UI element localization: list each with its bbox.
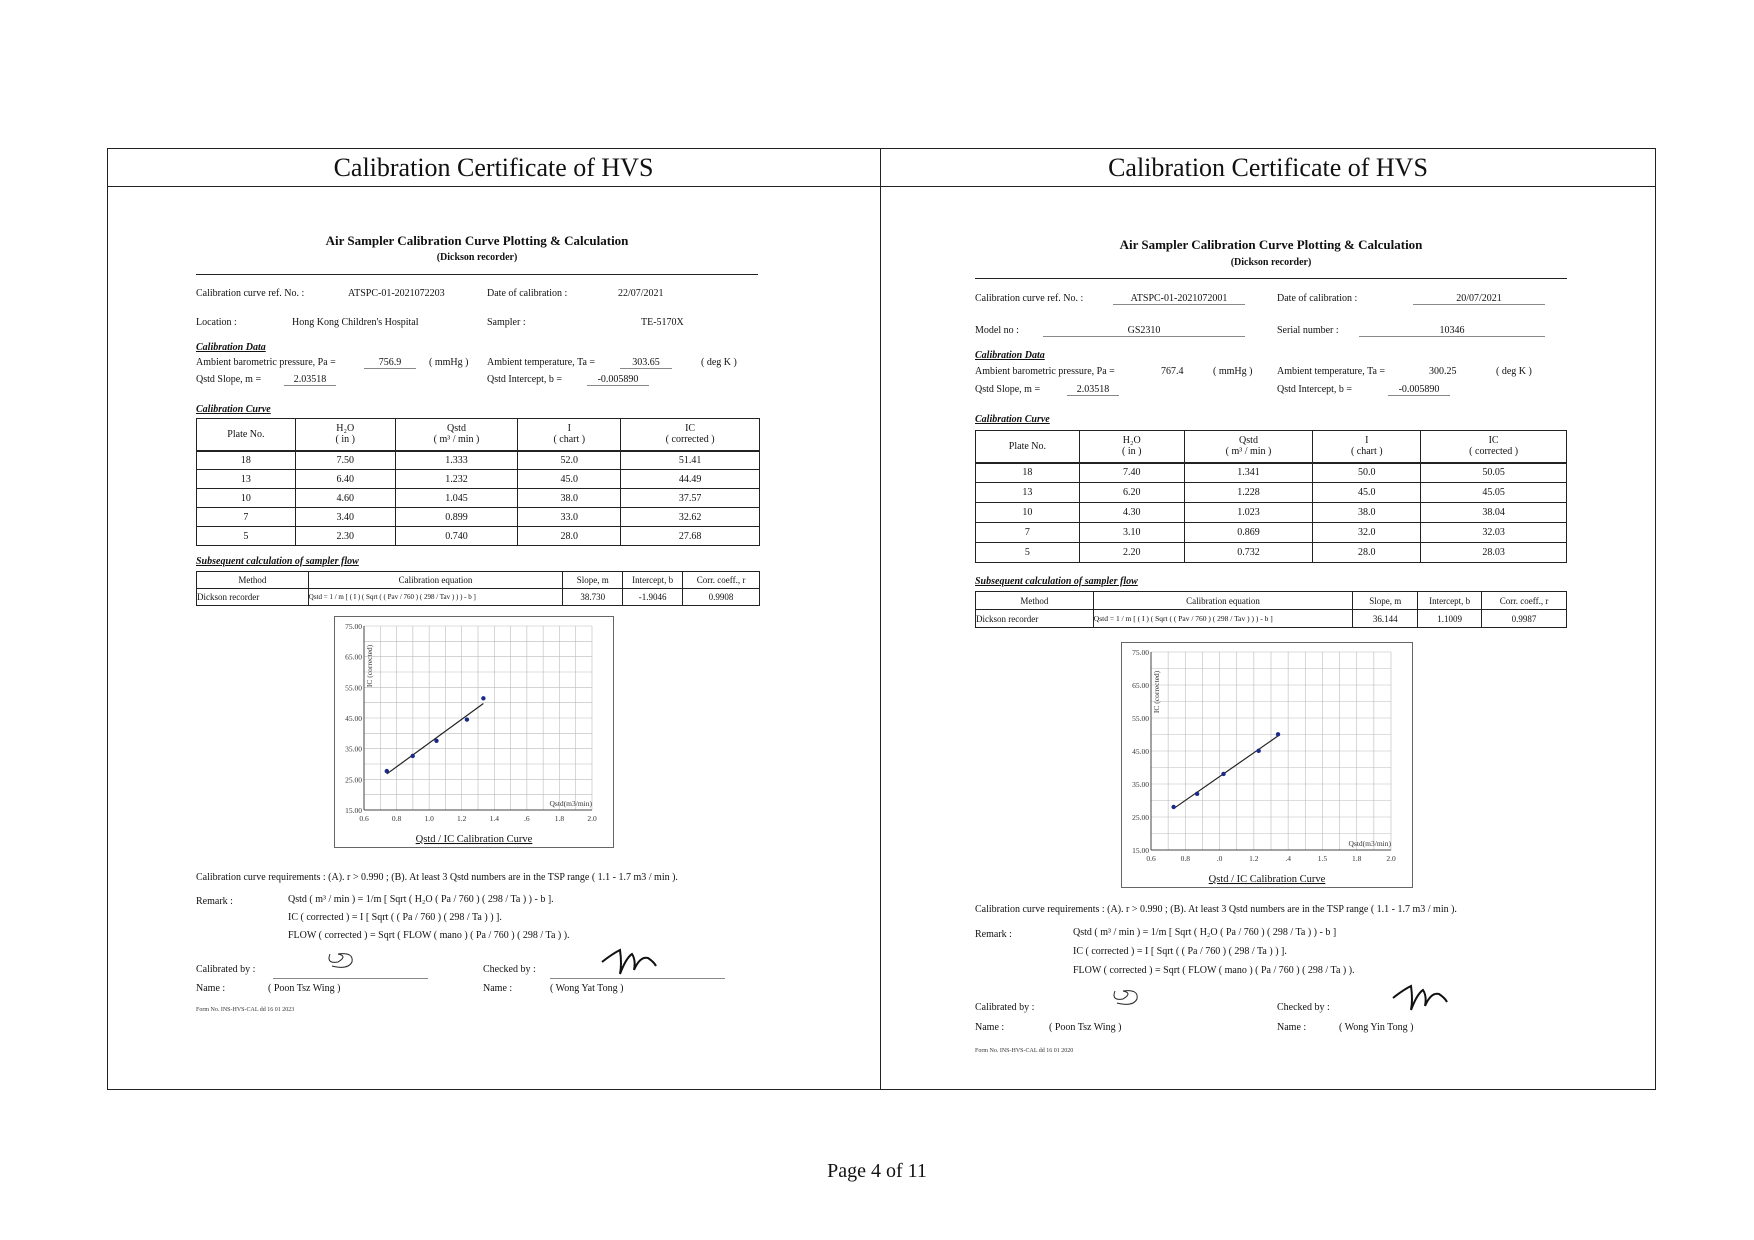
calibration-data-heading: Calibration Data xyxy=(975,350,1045,361)
remark-line: Qstd ( m³ / min ) = 1/m [ Sqrt ( H₂O ( Pa / 760 ) ( 298 / Ta ) ) - b ] xyxy=(1073,927,1337,938)
y-tick-label: 55.00 xyxy=(345,683,362,693)
header-line1: H₂O xyxy=(336,423,355,435)
cell: 0.869 xyxy=(1184,523,1313,543)
calibration-data-heading: Calibration Data xyxy=(196,342,266,353)
slope-value: 2.03518 xyxy=(284,374,336,386)
x-tick-label: 2.0 xyxy=(587,814,597,823)
col-qstd xyxy=(1184,431,1313,463)
x-tick-label: .6 xyxy=(524,814,530,823)
header-line2: ( chart ) xyxy=(1350,446,1383,458)
table-row xyxy=(976,543,1567,563)
subsequent-heading: Subsequent calculation of sampler flow xyxy=(196,556,359,567)
ref-no-value: ATSPC-01-2021072203 xyxy=(348,288,445,299)
cell: 0.9908 xyxy=(683,589,760,606)
cell: 32.62 xyxy=(621,508,760,527)
flow-header: Intercept, b xyxy=(1418,592,1482,610)
y-tick-label: 75.00 xyxy=(1132,648,1149,657)
calibration-table xyxy=(975,430,1567,563)
cell: 1.333 xyxy=(395,451,518,470)
signature-line xyxy=(550,978,725,979)
pa-unit: ( mmHg ) xyxy=(429,357,469,368)
cell: 1.232 xyxy=(395,470,518,489)
x-tick-label: 0.6 xyxy=(359,814,369,823)
sheet-subtitle: (Dickson recorder) xyxy=(436,252,518,263)
intercept-label: Qstd Intercept, b = xyxy=(487,374,563,385)
form-number: Form No. INS-HVS-CAL dd 16 01 2023 xyxy=(196,1007,295,1013)
calibration-table xyxy=(196,418,760,546)
intercept-value: -0.005890 xyxy=(1388,384,1450,396)
serial-label: Serial number : xyxy=(1277,325,1339,336)
header-line1: I xyxy=(1365,435,1369,447)
flow-header-row xyxy=(976,592,1567,610)
y-tick-label: 65.00 xyxy=(1132,681,1149,690)
ta-label: Ambient temperature, Ta = xyxy=(487,357,596,368)
calibrator-name: ( Poon Tsz Wing ) xyxy=(1049,1022,1122,1033)
y-tick-label: 65.00 xyxy=(345,652,362,662)
data-point xyxy=(1256,749,1260,753)
checked-by-label: Checked by : xyxy=(483,964,536,975)
header-line1: Plate No. xyxy=(1008,440,1047,452)
cell: 4.60 xyxy=(295,489,395,508)
cell: 1.1009 xyxy=(1418,610,1482,628)
cell: 36.144 xyxy=(1353,610,1418,628)
header-divider xyxy=(107,186,1656,187)
ref-no-label: Calibration curve ref. No. : xyxy=(975,293,1084,304)
cell: 1.228 xyxy=(1184,483,1313,503)
x-axis-label: Qstd(m3/min) xyxy=(1348,839,1391,848)
chart-title: Qstd / IC Calibration Curve xyxy=(415,834,533,845)
name-label: Name : xyxy=(196,983,226,994)
flow-header: Corr. coeff., r xyxy=(1482,592,1567,610)
sheet-title: Air Sampler Calibration Curve Plotting & Calculation xyxy=(325,233,629,248)
signature-line xyxy=(273,978,428,979)
name-label: Name : xyxy=(975,1022,1005,1033)
cell: 51.41 xyxy=(621,451,760,470)
table-row xyxy=(197,508,760,527)
cell: 27.68 xyxy=(621,527,760,546)
col-ic xyxy=(621,419,760,451)
calibrated-by-label: Calibrated by : xyxy=(975,1002,1035,1013)
pa-label: Ambient barometric pressure, Pa = xyxy=(975,366,1115,377)
cell: Qstd = 1 / m [ ( I ) ( Sqrt ( ( Pav / 760 ) ( 298 / Tav ) ) ) - b ] xyxy=(1093,610,1352,628)
header-line1: I xyxy=(567,423,571,435)
x-tick-label: .4 xyxy=(1285,854,1291,863)
date-label: Date of calibration : xyxy=(487,288,568,299)
cell: 45.0 xyxy=(1313,483,1421,503)
table-row xyxy=(976,523,1567,543)
data-point xyxy=(1276,732,1280,736)
data-point xyxy=(465,717,469,721)
cell: Dickson recorder xyxy=(976,610,1094,628)
y-tick-label: 45.00 xyxy=(345,714,362,723)
header-line2: ( m³ / min ) xyxy=(1225,446,1272,458)
data-point xyxy=(1171,805,1175,809)
cell: 50.05 xyxy=(1421,463,1567,483)
data-point xyxy=(385,769,389,773)
cell: 2.30 xyxy=(295,527,395,546)
cell: 4.30 xyxy=(1079,503,1184,523)
table-header-row xyxy=(197,419,760,451)
flow-header: Corr. coeff., r xyxy=(683,572,760,589)
name-label: Name : xyxy=(1277,1022,1307,1033)
remark-line: FLOW ( corrected ) = Sqrt ( FLOW ( mano ) ( Pa / 760 ) ( 298 / Ta ) ). xyxy=(1073,965,1355,976)
cell: 5 xyxy=(976,543,1080,563)
y-tick-label: 35.00 xyxy=(1132,780,1149,789)
remark-label: Remark : xyxy=(196,896,233,907)
cell: 45.0 xyxy=(518,470,621,489)
ta-unit: ( deg K ) xyxy=(1496,366,1532,377)
cell: 13 xyxy=(197,470,296,489)
calibration-curve-heading: Calibration Curve xyxy=(975,414,1050,425)
col-h2o xyxy=(295,419,395,451)
flow-header: Slope, m xyxy=(1353,592,1418,610)
slope-label: Qstd Slope, m = xyxy=(196,374,262,385)
data-point xyxy=(410,754,414,758)
sheet-title: Air Sampler Calibration Curve Plotting & Calculation xyxy=(1119,237,1423,252)
date-value: 22/07/2021 xyxy=(618,288,664,299)
table-row xyxy=(197,451,760,470)
date-label: Date of calibration : xyxy=(1277,293,1358,304)
col-i xyxy=(518,419,621,451)
calibration-chart xyxy=(334,616,614,848)
ta-label: Ambient temperature, Ta = xyxy=(1277,366,1386,377)
flow-table xyxy=(975,591,1567,628)
cell: 32.0 xyxy=(1313,523,1421,543)
cell: 2.20 xyxy=(1079,543,1184,563)
x-tick-label: 1.5 xyxy=(1317,854,1328,863)
data-point xyxy=(1221,772,1225,776)
calibration-curve-heading: Calibration Curve xyxy=(196,404,271,415)
remark-line: IC ( corrected ) = I [ Sqrt ( ( Pa / 760 ) ( 298 / Ta ) ) ]. xyxy=(288,912,502,923)
flow-header: Calibration equation xyxy=(1093,592,1352,610)
col-plate-no xyxy=(197,419,296,451)
flow-row xyxy=(976,610,1567,628)
cell: 18 xyxy=(197,451,296,470)
header-line2: ( corrected ) xyxy=(665,434,715,446)
name-label: Name : xyxy=(483,983,513,994)
data-point xyxy=(434,739,438,743)
remark-label: Remark : xyxy=(975,929,1012,940)
date-value: 20/07/2021 xyxy=(1413,293,1545,305)
header-line1: Plate No. xyxy=(227,428,265,440)
y-tick-label: 25.00 xyxy=(345,775,362,785)
remark-line: IC ( corrected ) = I [ Sqrt ( ( Pa / 760 ) ( 298 / Ta ) ) ]. xyxy=(1073,946,1287,957)
checker-signature xyxy=(598,944,662,978)
cell: 7.50 xyxy=(295,451,395,470)
calibrated-by-label: Calibrated by : xyxy=(196,964,256,975)
checker-signature xyxy=(1389,980,1457,1014)
cell: -1.9046 xyxy=(623,589,683,606)
header-line2: ( corrected ) xyxy=(1469,446,1519,458)
x-tick-label: 0.8 xyxy=(391,814,402,823)
remark-line: Qstd ( m³ / min ) = 1/m [ Sqrt ( H₂O ( Pa / 760 ) ( 298 / Ta ) ) - b ]. xyxy=(288,894,554,905)
cell: 6.40 xyxy=(295,470,395,489)
data-point xyxy=(1195,792,1199,796)
flow-header: Slope, m xyxy=(563,572,623,589)
col-h2o xyxy=(1079,431,1184,463)
cell: 33.0 xyxy=(518,508,621,527)
calibrator-name: ( Poon Tsz Wing ) xyxy=(268,983,341,994)
cell: 32.03 xyxy=(1421,523,1567,543)
y-tick-label: 35.00 xyxy=(345,744,362,754)
checker-name: ( Wong Yat Tong ) xyxy=(550,983,624,994)
x-tick-label: 0.8 xyxy=(1180,854,1190,863)
x-tick-label: 1.8 xyxy=(554,814,565,823)
cell: 38.0 xyxy=(1313,503,1421,523)
requirements-text: Calibration curve requirements : (A). r > 0.990 ; (B). At least 3 Qstd numbers are in the TSP range ( 1.1 - 1.7 m3 / min ). xyxy=(196,872,678,883)
cell: 28.0 xyxy=(1313,543,1421,563)
cell: 1.341 xyxy=(1184,463,1313,483)
cell: 7.40 xyxy=(1079,463,1184,483)
slope-value: 2.03518 xyxy=(1067,384,1119,396)
flow-header-row xyxy=(197,572,760,589)
x-tick-label: 0.6 xyxy=(1146,854,1156,863)
cell: 10 xyxy=(976,503,1080,523)
chart-frame xyxy=(1122,643,1413,888)
chart-frame xyxy=(335,617,614,848)
flow-header: Intercept, b xyxy=(623,572,683,589)
model-label: Model no : xyxy=(975,325,1019,336)
header-line1: Qstd xyxy=(1239,435,1258,447)
cell: 3.40 xyxy=(295,508,395,527)
header-line1: H₂O xyxy=(1122,435,1141,447)
x-tick-label: 1.2 xyxy=(457,814,467,823)
table-row xyxy=(976,503,1567,523)
ta-unit: ( deg K ) xyxy=(701,357,737,368)
x-tick-label: 2.0 xyxy=(1386,854,1396,863)
calibration-chart xyxy=(1121,642,1413,888)
ta-value: 300.25 xyxy=(1429,366,1457,377)
location-label: Location : xyxy=(196,317,237,328)
header-line2: ( chart ) xyxy=(553,434,586,446)
pa-value: 756.9 xyxy=(364,357,416,369)
sampler-value: TE-5170X xyxy=(641,317,684,328)
cell: 38.0 xyxy=(518,489,621,508)
cell: 6.20 xyxy=(1079,483,1184,503)
x-tick-label: 1.2 xyxy=(1249,854,1259,863)
ref-no-value: ATSPC-01-2021072001 xyxy=(1113,293,1245,305)
cell: 7 xyxy=(197,508,296,527)
flow-header: Method xyxy=(197,572,309,589)
slope-label: Qstd Slope, m = xyxy=(975,384,1041,395)
y-tick-label: 25.00 xyxy=(1132,813,1149,822)
sampler-label: Sampler : xyxy=(487,317,526,328)
data-point xyxy=(481,696,485,700)
cell: 38.730 xyxy=(563,589,623,606)
x-axis-label: Qstd(m3/min) xyxy=(549,799,592,808)
ta-value: 303.65 xyxy=(620,357,672,369)
table-row xyxy=(976,463,1567,483)
flow-table xyxy=(196,571,760,606)
pa-label: Ambient barometric pressure, Pa = xyxy=(196,357,336,368)
header-line2: ( in ) xyxy=(1121,446,1142,458)
checked-by-label: Checked by : xyxy=(1277,1002,1330,1013)
model-value: GS2310 xyxy=(1043,325,1245,337)
pa-unit: ( mmHg ) xyxy=(1213,366,1253,377)
cell: 7 xyxy=(976,523,1080,543)
cell: 45.05 xyxy=(1421,483,1567,503)
pa-value: 767.4 xyxy=(1161,366,1184,377)
serial-value: 10346 xyxy=(1359,325,1545,337)
sheet-rule xyxy=(196,274,758,275)
cell: 38.04 xyxy=(1421,503,1567,523)
intercept-value: -0.005890 xyxy=(587,374,649,386)
cell: 3.10 xyxy=(1079,523,1184,543)
cell: 18 xyxy=(976,463,1080,483)
x-tick-label: 1.4 xyxy=(489,814,499,823)
y-tick-label: 75.00 xyxy=(345,622,362,631)
table-row xyxy=(197,527,760,546)
col-ic xyxy=(1421,431,1567,463)
header-line1: Qstd xyxy=(447,423,466,435)
cell: 0.732 xyxy=(1184,543,1313,563)
table-header-row xyxy=(976,431,1567,463)
cell: 1.023 xyxy=(1184,503,1313,523)
y-axis-label: IC (corrected) xyxy=(1152,670,1161,714)
y-axis-label: IC (corrected) xyxy=(365,644,374,688)
header-line2: ( m³ / min ) xyxy=(433,434,480,446)
calibrator-signature xyxy=(324,948,364,972)
cell: Qstd = 1 / m [ ( I ) ( Sqrt ( ( Pav / 760 ) ( 298 / Tav ) ) ) - b ] xyxy=(308,589,562,606)
flow-header: Calibration equation xyxy=(308,572,562,589)
remark-line: FLOW ( corrected ) = Sqrt ( FLOW ( mano ) ( Pa / 760 ) ( 298 / Ta ) ). xyxy=(288,930,570,941)
cell: 37.57 xyxy=(621,489,760,508)
y-tick-label: 45.00 xyxy=(1132,747,1149,756)
chart-title: Qstd / IC Calibration Curve xyxy=(1208,874,1326,885)
calibrator-signature xyxy=(1109,985,1151,1009)
cell: 0.740 xyxy=(395,527,518,546)
y-tick-label: 55.00 xyxy=(1132,714,1149,723)
header-line1: IC xyxy=(1488,435,1499,447)
cell: 13 xyxy=(976,483,1080,503)
flow-header: Method xyxy=(976,592,1094,610)
form-number: Form No. INS-HVS-CAL dd 16 01 2020 xyxy=(975,1048,1074,1054)
intercept-label: Qstd Intercept, b = xyxy=(1277,384,1353,395)
cell: 28.0 xyxy=(518,527,621,546)
column-divider xyxy=(880,148,881,1090)
table-row xyxy=(197,489,760,508)
y-tick-label: 15.00 xyxy=(345,806,362,815)
flow-row xyxy=(197,589,760,606)
y-tick-label: 15.00 xyxy=(1132,846,1149,855)
checker-name: ( Wong Yin Tong ) xyxy=(1339,1022,1414,1033)
cell: 28.03 xyxy=(1421,543,1567,563)
col-qstd xyxy=(395,419,518,451)
cell: 5 xyxy=(197,527,296,546)
table-row xyxy=(197,470,760,489)
sheet-subtitle: (Dickson recorder) xyxy=(1230,257,1312,268)
header-line2: ( in ) xyxy=(335,434,355,446)
cell: 1.045 xyxy=(395,489,518,508)
table-row xyxy=(976,483,1567,503)
location-value: Hong Kong Children's Hospital xyxy=(292,317,419,328)
cell: 50.0 xyxy=(1313,463,1421,483)
sheet-rule xyxy=(975,278,1567,279)
header-line1: IC xyxy=(685,423,696,435)
cell: 10 xyxy=(197,489,296,508)
x-tick-label: .0 xyxy=(1216,854,1223,863)
x-tick-label: 1.8 xyxy=(1352,854,1362,863)
cert-title-right: Calibration Certificate of HVS xyxy=(1108,153,1428,182)
cell: 52.0 xyxy=(518,451,621,470)
page-number: Page 4 of 11 xyxy=(827,1160,927,1182)
cell: Dickson recorder xyxy=(197,589,309,606)
cell: 0.9987 xyxy=(1482,610,1567,628)
requirements-text: Calibration curve requirements : (A). r > 0.990 ; (B). At least 3 Qstd numbers are in the TSP range ( 1.1 - 1.7 m3 / min ). xyxy=(975,904,1457,915)
col-i xyxy=(1313,431,1421,463)
ref-no-label: Calibration curve ref. No. : xyxy=(196,288,305,299)
cert-title-left: Calibration Certificate of HVS xyxy=(333,153,654,182)
col-plate-no xyxy=(976,431,1080,463)
subsequent-heading: Subsequent calculation of sampler flow xyxy=(975,576,1138,587)
cell: 44.49 xyxy=(621,470,760,489)
x-tick-label: 1.0 xyxy=(424,814,434,823)
cell: 0.899 xyxy=(395,508,518,527)
